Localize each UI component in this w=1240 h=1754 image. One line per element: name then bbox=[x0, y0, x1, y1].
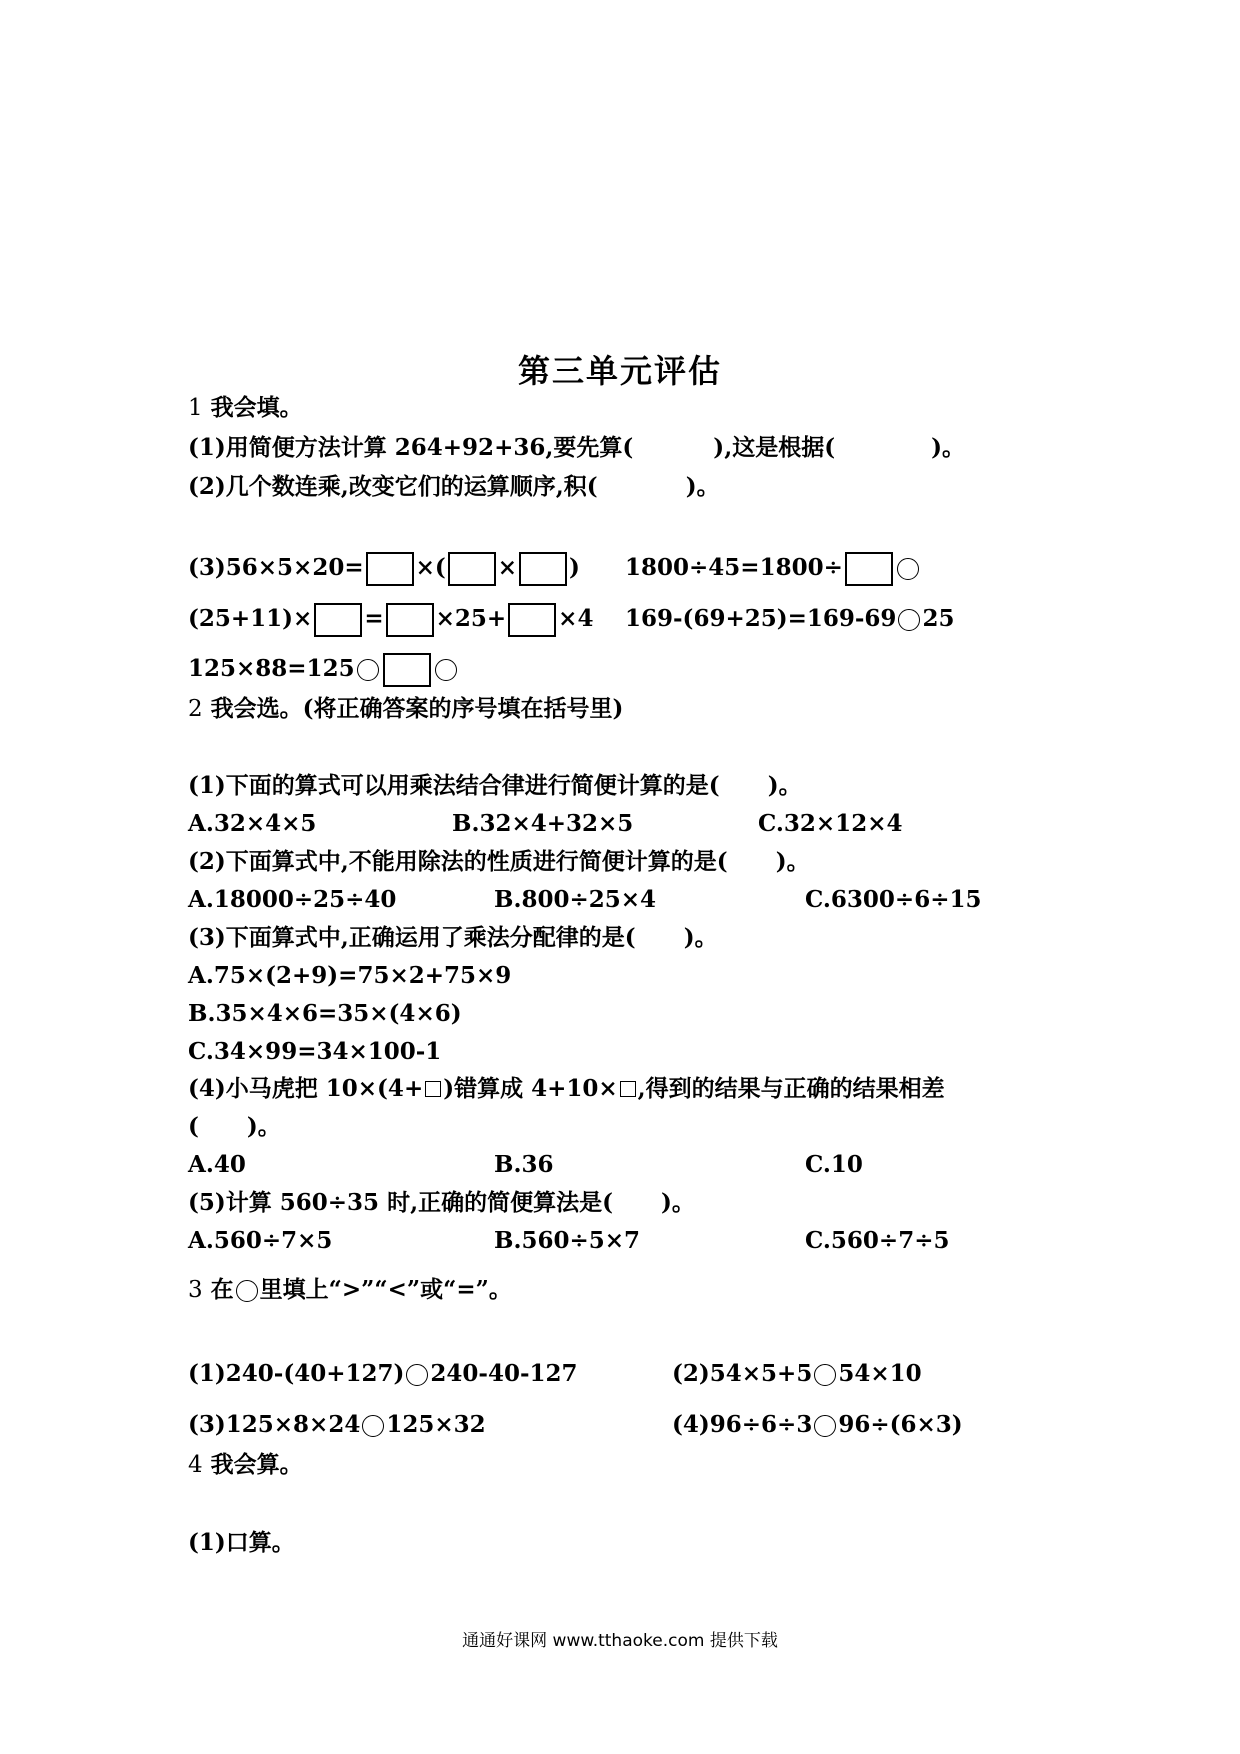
option-b: B.36 bbox=[494, 1151, 554, 1178]
s1-q3-row-2b: 169-(69+25)=169-69 25 bbox=[625, 605, 955, 632]
answer-box[interactable] bbox=[448, 552, 496, 586]
section-3-heading: 3 在 里填上“>”“<”或“=”。 bbox=[188, 1276, 512, 1303]
option-c: C.34×99=34×100-1 bbox=[188, 1038, 442, 1065]
s2-question-5: (5)计算 560÷35 时,正确的简便算法是( )。 bbox=[188, 1189, 695, 1216]
answer-box[interactable] bbox=[508, 603, 556, 637]
answer-circle[interactable] bbox=[897, 558, 919, 580]
option-a: A.18000÷25÷40 bbox=[188, 886, 397, 913]
option-a: A.40 bbox=[188, 1151, 246, 1178]
option-a: A.32×4×5 bbox=[188, 810, 317, 837]
s1-question-2: (2)几个数连乘,改变它们的运算顺序,积( )。 bbox=[188, 473, 720, 500]
option-a: A.560÷7×5 bbox=[188, 1227, 333, 1254]
s2-question-3: (3)下面算式中,正确运用了乘法分配律的是( )。 bbox=[188, 924, 718, 951]
blank-square-icon bbox=[425, 1081, 441, 1097]
option-b: B.800÷25×4 bbox=[494, 886, 657, 913]
answer-box[interactable] bbox=[366, 552, 414, 586]
s1-q3-row-3: 125×88=125 bbox=[188, 653, 459, 687]
answer-circle[interactable] bbox=[357, 659, 379, 681]
answer-box[interactable] bbox=[386, 603, 434, 637]
s2-question-1: (1)下面的算式可以用乘法结合律进行简便计算的是( )。 bbox=[188, 772, 802, 799]
answer-box[interactable] bbox=[383, 653, 431, 687]
s1-q3-row-1: (3)56×5×20= ×( × ) bbox=[188, 552, 580, 586]
option-c: C.32×12×4 bbox=[758, 810, 903, 837]
answer-circle[interactable] bbox=[362, 1415, 384, 1437]
s2-question-4-cont: ( )。 bbox=[188, 1113, 281, 1140]
option-c: C.10 bbox=[805, 1151, 863, 1178]
answer-circle[interactable] bbox=[435, 659, 457, 681]
compare-item-3: (3)125×8×24 125×32 bbox=[188, 1411, 486, 1438]
option-a: A.75×(2+9)=75×2+75×9 bbox=[188, 962, 512, 989]
blank-square-icon bbox=[620, 1081, 636, 1097]
section-1-heading: 1 我会填。 bbox=[188, 394, 303, 421]
answer-circle[interactable] bbox=[814, 1415, 836, 1437]
s1-question-1: (1)用简便方法计算 264+92+36,要先算( ),这是根据( )。 bbox=[188, 434, 966, 461]
section-4-heading: 4 我会算。 bbox=[188, 1451, 303, 1478]
footer-credit: 通通好课网 www.tthaoke.com 提供下载 bbox=[462, 1631, 778, 1651]
s1-q3-row-2: (25+11)× = ×25+ ×4 bbox=[188, 603, 593, 637]
option-b: B.32×4+32×5 bbox=[452, 810, 634, 837]
compare-item-4: (4)96÷6÷3 96÷(6×3) bbox=[672, 1411, 963, 1438]
option-b: B.35×4×6=35×(4×6) bbox=[188, 1000, 462, 1027]
section-2-heading: 2 我会选。(将正确答案的序号填在括号里) bbox=[188, 695, 624, 722]
s1-q3-row-1b: 1800÷45=1800÷ bbox=[625, 552, 921, 586]
s2-question-2: (2)下面算式中,不能用除法的性质进行简便计算的是( )。 bbox=[188, 848, 810, 875]
circle-icon bbox=[236, 1280, 258, 1302]
option-c: C.6300÷6÷15 bbox=[805, 886, 982, 913]
answer-circle[interactable] bbox=[814, 1364, 836, 1386]
s2-question-4: (4)小马虎把 10×(4+ )错算成 4+10× ,得到的结果与正确的结果相差 bbox=[188, 1075, 945, 1102]
compare-item-2: (2)54×5+5 54×10 bbox=[672, 1360, 922, 1387]
page-title: 第三单元评估 bbox=[517, 352, 722, 390]
compare-item-1: (1)240-(40+127) 240-40-127 bbox=[188, 1360, 578, 1387]
answer-box[interactable] bbox=[845, 552, 893, 586]
answer-box[interactable] bbox=[314, 603, 362, 637]
answer-box[interactable] bbox=[519, 552, 567, 586]
answer-circle[interactable] bbox=[898, 609, 920, 631]
option-c: C.560÷7÷5 bbox=[805, 1227, 950, 1254]
s4-question-1: (1)口算。 bbox=[188, 1529, 295, 1556]
option-b: B.560÷5×7 bbox=[494, 1227, 641, 1254]
answer-circle[interactable] bbox=[406, 1364, 428, 1386]
